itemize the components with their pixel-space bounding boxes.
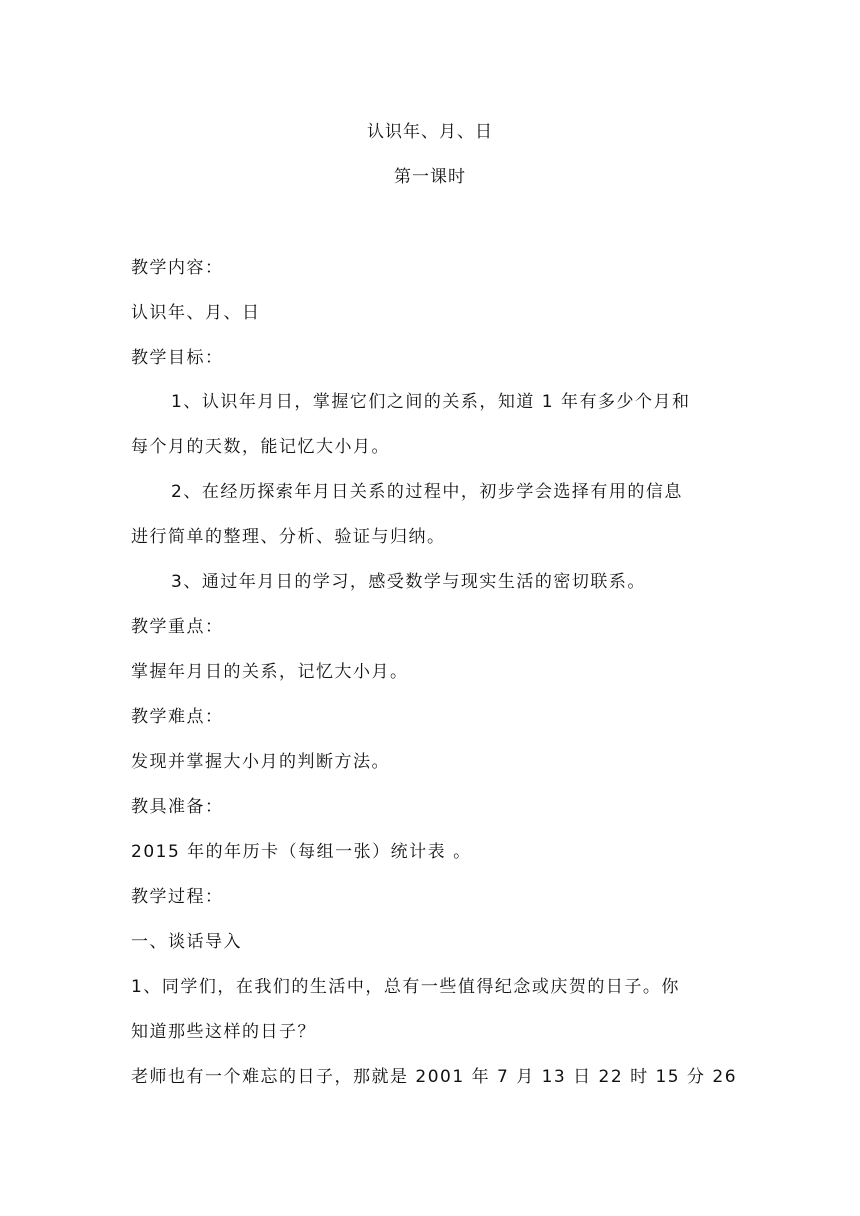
goal-1-line-1: 1、认识年月日，掌握它们之间的关系，知道 1 年有多少个月和	[171, 392, 691, 412]
content-heading: 教学内容：	[131, 258, 224, 278]
section-1-heading: 一、谈话导入	[131, 932, 242, 952]
goal-2-line-1: 2、在经历探索年月日关系的过程中，初步学会选择有用的信息	[171, 482, 683, 502]
key-text: 掌握年月日的关系，记忆大小月。	[131, 662, 409, 682]
goals-heading: 教学目标：	[131, 348, 224, 368]
materials-text: 2015 年的年历卡（每组一张）统计表 。	[131, 842, 472, 862]
difficulty-heading: 教学难点：	[131, 707, 224, 727]
document-title: 认识年、月、日	[367, 122, 493, 142]
paragraph-2-line-1: 老师也有一个难忘的日子，那就是 2001 年 7 月 13 日 22 时 15 分 26	[131, 1067, 738, 1087]
difficulty-text: 发现并掌握大小月的判断方法。	[131, 752, 390, 772]
document-subtitle: 第一课时	[394, 167, 466, 187]
paragraph-1-line-1: 1、同学们，在我们的生活中，总有一些值得纪念或庆贺的日子。你	[131, 977, 680, 997]
goal-2-line-2: 进行简单的整理、分析、验证与归纳。	[131, 527, 446, 547]
goal-1-line-2: 每个月的天数，能记忆大小月。	[131, 437, 390, 457]
goal-3: 3、通过年月日的学习，感受数学与现实生活的密切联系。	[171, 572, 646, 592]
materials-heading: 教具准备：	[131, 797, 224, 817]
paragraph-1-line-2: 知道那些这样的日子？	[131, 1022, 316, 1042]
key-heading: 教学重点：	[131, 617, 224, 637]
process-heading: 教学过程：	[131, 887, 224, 907]
content-text: 认识年、月、日	[131, 303, 261, 323]
